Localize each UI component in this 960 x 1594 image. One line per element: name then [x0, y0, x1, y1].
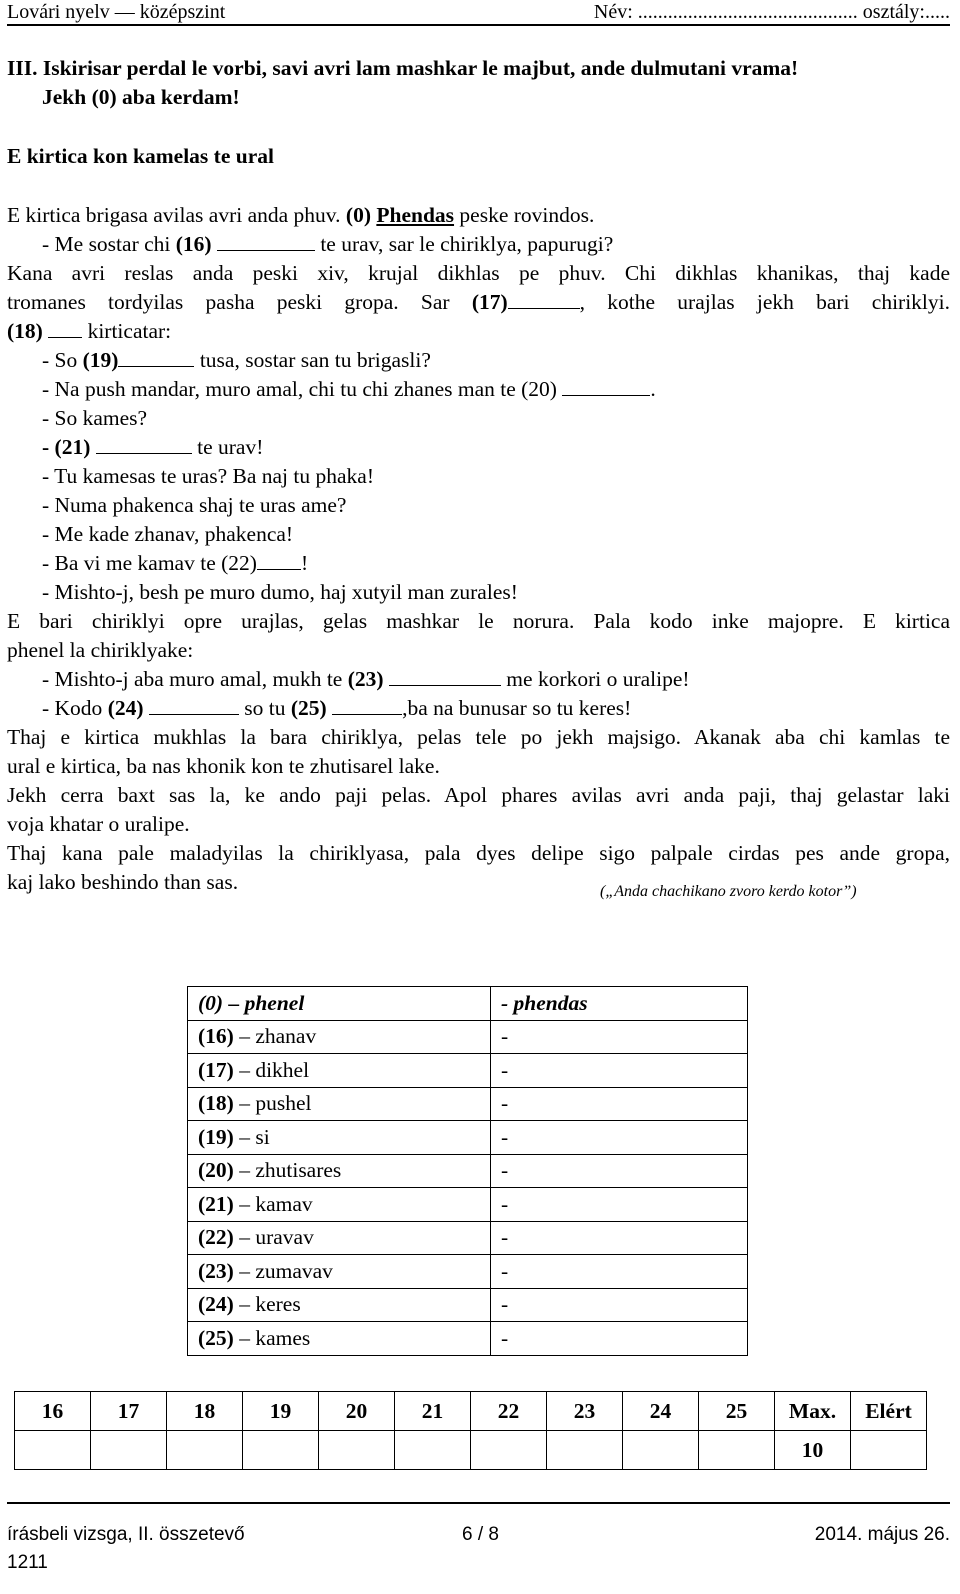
gap-19-blank[interactable]: [118, 347, 194, 367]
score-cell[interactable]: [699, 1431, 775, 1470]
table-row: (22) – uravav -: [188, 1221, 748, 1255]
table-row: (25) – kames -: [188, 1322, 748, 1356]
text-line: phenel la chiriklyake:: [7, 638, 194, 662]
answer-cell[interactable]: -: [491, 1188, 748, 1222]
table-row: (24) – keres -: [188, 1288, 748, 1322]
answer-cell[interactable]: -: [491, 1154, 748, 1188]
table-row: (20) – zhutisares -: [188, 1154, 748, 1188]
score-cell[interactable]: [167, 1431, 243, 1470]
text-line: ural e kirtica, ba nas khonik kon te zhutisarel lake.: [7, 754, 440, 778]
table-row: (18) – pushel -: [188, 1087, 748, 1121]
text-line: E bari chiriklyi opre urajlas, gelas mashkar le norura. Pala kodo inke majopre. E kirtica: [7, 609, 950, 633]
text-line: kaj lako beshindo than sas.: [7, 870, 239, 894]
exam-code: 1211: [7, 1552, 48, 1573]
answer-cell[interactable]: -: [491, 1020, 748, 1054]
gap-24-blank[interactable]: [149, 695, 239, 715]
table-row: (17) – dikhel -: [188, 1054, 748, 1088]
text-line: voja khatar o uralipe.: [7, 812, 190, 836]
header-name-class-field: Név: ............................................ osztály:.....: [593, 1, 950, 23]
achieved-header: Elért: [851, 1392, 927, 1431]
word-table-header-row: [188, 987, 748, 1021]
instruction-line-1: III. Iskirisar perdal le vorbi, savi avri lam mashkar le majbut, ande dulmutani vrama!: [7, 56, 799, 80]
score-cell[interactable]: [243, 1431, 319, 1470]
gap-18-blank[interactable]: [48, 318, 82, 338]
score-header-row: 16 17 18 19 20 21 22 23 24 25 Max. Elért: [15, 1392, 927, 1431]
text-line: - Me sostar chi (16) te urav, sar le chiriklya, papurugi?: [42, 232, 614, 256]
story-title: E kirtica kon kamelas te ural: [7, 144, 274, 168]
footer-exam-label: írásbeli vizsga, II. összetevő: [7, 1524, 245, 1545]
score-cell[interactable]: [623, 1431, 699, 1470]
score-cell[interactable]: [471, 1431, 547, 1470]
answer-cell[interactable]: -: [491, 1221, 748, 1255]
text-line: - Na push mandar, muro amal, chi tu chi zhanes man te (20) .: [42, 377, 656, 401]
exam-date: 2014. május 26.: [814, 1524, 950, 1545]
source-citation: („Anda chachikano zvoro kerdo kotor”): [600, 883, 857, 900]
text-line: - Kodo (24) so tu (25) ,ba na bunusar so tu keres!: [42, 696, 632, 720]
example-word: (0) – phenel: [188, 987, 491, 1021]
text-line: - (21) te urav!: [42, 435, 264, 459]
task-content: [7, 54, 950, 897]
score-table: [14, 1391, 927, 1470]
text-line: - So (19) tusa, sostar san tu brigasli?: [42, 348, 431, 372]
achieved-score[interactable]: [851, 1431, 927, 1470]
score-cell[interactable]: [91, 1431, 167, 1470]
gap-22-blank[interactable]: [257, 550, 301, 570]
text-line: - Mishto-j aba muro amal, mukh te (23) me korkori o uralipe!: [42, 667, 690, 691]
table-row: (21) – kamav -: [188, 1188, 748, 1222]
text-line: Thaj kana pale maladyilas la chiriklyasa, pala dyes delipe sigo palpale cirdas pes ande gropa,: [7, 841, 950, 865]
text-line: - Mishto-j, besh pe muro dumo, haj xutyil man zurales!: [42, 580, 518, 604]
answer-cell[interactable]: -: [491, 1054, 748, 1088]
gap-20-blank[interactable]: [562, 376, 650, 396]
max-score: 10: [775, 1431, 851, 1470]
page-header: [7, 0, 950, 26]
example-answer: - phendas: [491, 987, 748, 1021]
gap-25-blank[interactable]: [332, 695, 402, 715]
text-line: - Tu kamesas te uras? Ba naj tu phaka!: [42, 464, 374, 488]
gap-21-blank[interactable]: [96, 434, 192, 454]
text-line: Jekh cerra baxt sas la, ke ando paji pelas. Apol phares avilas avri anda paji, thaj gelastar laki: [7, 783, 950, 807]
answer-cell[interactable]: -: [491, 1121, 748, 1155]
text-line: - Me kade zhanav, phakenca!: [42, 522, 294, 546]
gap-23-blank[interactable]: [389, 666, 501, 686]
max-header: Max.: [775, 1392, 851, 1431]
page-footer: [7, 1502, 950, 1594]
text-line: Thaj e kirtica mukhlas la bara chiriklya, pelas tele po jekh majsigo. Akanak aba chi kamlas te: [7, 725, 950, 749]
text-line: (18) kirticatar:: [7, 319, 172, 343]
word-table: [187, 986, 748, 1356]
text-line: E kirtica brigasa avilas avri anda phuv. (0) Phendas peske rovindos.: [7, 203, 595, 227]
score-cell[interactable]: [319, 1431, 395, 1470]
score-cell[interactable]: [395, 1431, 471, 1470]
text-line: - Numa phakenca shaj te uras ame?: [42, 493, 347, 517]
text-line: Kana avri reslas anda peski xiv, krujal dikhlas pe phuv. Chi dikhlas khanikas, thaj kade: [7, 261, 950, 285]
text-line: - So kames?: [42, 406, 148, 430]
answer-cell[interactable]: -: [491, 1288, 748, 1322]
instruction-line-2: Jekh (0) aba kerdam!: [42, 85, 240, 109]
score-cell[interactable]: [547, 1431, 623, 1470]
table-row: (16) – zhanav -: [188, 1020, 748, 1054]
header-subject: Lovári nyelv — középszint: [7, 1, 226, 23]
score-cell[interactable]: [15, 1431, 91, 1470]
gap-17-blank[interactable]: [508, 289, 580, 309]
answer-cell[interactable]: -: [491, 1087, 748, 1121]
table-row: (19) – si -: [188, 1121, 748, 1155]
page-number: 6 / 8: [462, 1524, 499, 1545]
table-row: (23) – zumavav -: [188, 1255, 748, 1289]
text-line: - Ba vi me kamav te (22) !: [42, 551, 309, 575]
score-value-row: [15, 1431, 927, 1470]
answer-cell[interactable]: -: [491, 1255, 748, 1289]
text-line: tromanes tordyilas pasha peski gropa. Sar (17) , kothe urajlas jekh bari chiriklyi.: [7, 290, 950, 314]
answer-cell[interactable]: -: [491, 1322, 748, 1356]
gap-16-blank[interactable]: [217, 231, 315, 251]
